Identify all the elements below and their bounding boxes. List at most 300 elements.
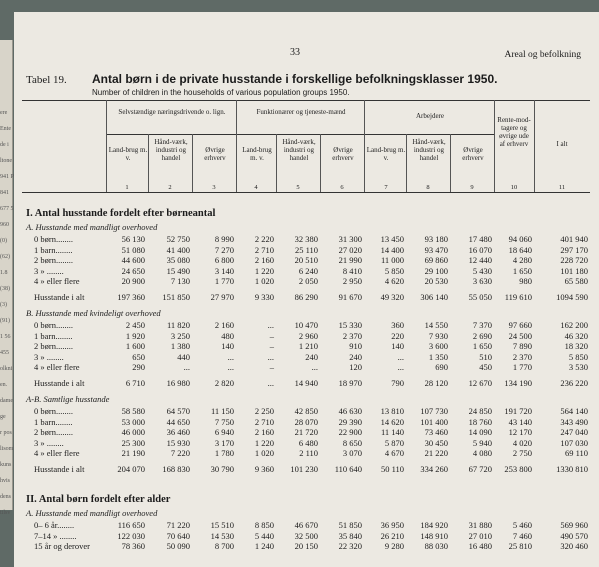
table-cell: 140: [221, 341, 234, 352]
table-cell: 2 750: [512, 448, 532, 459]
table-cell: 88 030: [424, 541, 448, 552]
table-cell: ...: [267, 378, 274, 388]
table-cell: 134 190: [504, 378, 532, 388]
table-cell: 360: [391, 320, 404, 330]
table-cell: ...: [183, 362, 190, 373]
table-cell: 12 170: [508, 427, 532, 438]
table-cell: 15 490: [166, 265, 190, 276]
table-cell: ...: [267, 320, 274, 330]
row-label: 3 » ........: [34, 437, 64, 448]
table-cell: 51 850: [338, 520, 362, 530]
table-cell: 7 460: [512, 530, 532, 541]
row-label: 4 » eller flere: [34, 448, 80, 459]
table-cell: 7 130: [170, 276, 190, 287]
table-row: [14, 448, 599, 459]
table-cell: 46 630: [338, 406, 362, 416]
table-cell: 1 220: [254, 437, 274, 448]
table-cell: 27 010: [468, 530, 492, 541]
table-cell: –: [269, 362, 274, 373]
table-cell: 4 080: [472, 448, 492, 459]
facing-page-fragment: en.: [0, 382, 8, 388]
table-cell: 343 490: [560, 416, 588, 427]
table-cell: 78 360: [121, 541, 145, 552]
table-cell: 50 110: [380, 464, 404, 474]
row-label: 15 år og derover: [34, 541, 90, 552]
table-row: [14, 320, 599, 331]
column-number: 3: [212, 184, 216, 191]
table-row: [14, 266, 599, 277]
table-cell: 110 640: [334, 464, 362, 474]
table-cell: 4 020: [512, 437, 532, 448]
header-oevrige: Øvrige erhverv: [204, 146, 226, 162]
table-cell: 320 460: [560, 541, 588, 552]
table-cell: 21 990: [338, 255, 362, 266]
row-label: 1 barn........: [34, 330, 73, 341]
table-cell: 21 190: [121, 448, 145, 459]
table-cell: 36 460: [166, 427, 190, 438]
facing-page-fragment: 941 P: [0, 174, 14, 180]
row-label: 0– 6 år........: [34, 520, 75, 530]
col-divider: [534, 100, 535, 192]
row-label: 1 barn........: [34, 416, 73, 427]
table-cell: 20 150: [294, 541, 318, 552]
row-label: 0 børn........: [34, 320, 73, 330]
table-cell: 9 360: [254, 464, 274, 474]
table-cell: 93 470: [424, 244, 448, 255]
table-cell: 297 170: [560, 244, 588, 255]
facing-page-fragment: 960: [0, 222, 9, 228]
header-landbrug: Land-brug m. v.: [108, 146, 148, 162]
table-cell: 8 990: [214, 234, 234, 244]
table-cell: 32 380: [294, 234, 318, 244]
table-cell: 14 400: [380, 244, 404, 255]
table-cell: 7 220: [170, 448, 190, 459]
table-cell: 101 230: [290, 464, 318, 474]
table-cell: 11 150: [210, 406, 234, 416]
table-cell: 1 220: [254, 265, 274, 276]
row-label: 0 børn........: [34, 406, 73, 416]
table-cell: 44 600: [121, 255, 145, 266]
table-cell: 31 880: [468, 520, 492, 530]
header-i-alt: I alt: [556, 140, 568, 148]
table-cell: 11 820: [166, 320, 190, 330]
total-row: [14, 464, 599, 475]
table-cell: 36 950: [380, 520, 404, 530]
table-cell: 2 370: [342, 330, 362, 341]
table-cell: ...: [397, 351, 404, 362]
table-cell: ...: [227, 351, 234, 362]
table-row: [14, 406, 599, 417]
table-row: [14, 531, 599, 542]
table-row: [14, 255, 599, 266]
row-label: 3 » ........: [34, 265, 64, 276]
row-label: 2 børn........: [34, 427, 73, 438]
column-number: 7: [384, 184, 388, 191]
table-cell: 253 800: [504, 464, 532, 474]
table-cell: 10 470: [294, 320, 318, 330]
table-cell: 24 650: [121, 265, 145, 276]
table-cell: 7 750: [214, 416, 234, 427]
table-cell: 4 670: [384, 448, 404, 459]
table-cell: 41 400: [166, 244, 190, 255]
header-selvstaendige: Selvstændige næringsdrivende o. lign.: [118, 108, 226, 116]
table-cell: 5 460: [512, 520, 532, 530]
table-cell: 3 140: [214, 265, 234, 276]
table-cell: 1 380: [170, 341, 190, 352]
row-label: Husstande i alt: [34, 292, 85, 302]
facing-page-fragment: ltone: [0, 158, 12, 164]
table-cell: 9 330: [254, 292, 274, 302]
table-cell: 119 610: [504, 292, 532, 302]
table-cell: 162 200: [560, 320, 588, 330]
facing-page-fragment: (38): [0, 286, 10, 292]
column-number: 2: [168, 184, 172, 191]
col-divider: [450, 134, 451, 192]
table-cell: 4 280: [512, 255, 532, 266]
table-cell: 1 650: [472, 341, 492, 352]
table-cell: 35 080: [166, 255, 190, 266]
table-cell: 55 050: [468, 292, 492, 302]
table-cell: 1 210: [298, 341, 318, 352]
col-divider: [236, 100, 237, 192]
facing-page-fragment: kuns: [0, 462, 12, 468]
facing-page-fragment: (3): [0, 302, 7, 308]
table-cell: 6 710: [125, 378, 145, 388]
page-number: 33: [290, 47, 300, 58]
table-cell: 2 960: [298, 330, 318, 341]
table-cell: 46 320: [564, 330, 588, 341]
column-number: 8: [426, 184, 430, 191]
table-cell: 22 320: [338, 541, 362, 552]
table-cell: 1 240: [254, 541, 274, 552]
total-row: [14, 378, 599, 389]
table-cell: 204 070: [117, 464, 145, 474]
table-cell: 51 080: [121, 244, 145, 255]
table-cell: 11 140: [380, 427, 404, 438]
table-cell: 2 690: [472, 330, 492, 341]
table-cell: 2 820: [214, 378, 234, 388]
table-cell: 49 320: [380, 292, 404, 302]
table-row: [14, 362, 599, 373]
table-cell: 1 350: [428, 351, 448, 362]
block-title: A. Husstande med mandligt overhoved: [26, 222, 158, 232]
table-row: [14, 541, 599, 552]
total-row: [14, 292, 599, 303]
table-cell: 197 360: [117, 292, 145, 302]
table-cell: 15 930: [166, 437, 190, 448]
table-cell: 2 710: [254, 416, 274, 427]
column-number: 5: [296, 184, 300, 191]
table-cell: 97 660: [508, 320, 532, 330]
facing-page-fragment: Ente: [0, 126, 11, 132]
table-cell: 247 040: [560, 427, 588, 438]
table-cell: 24 500: [508, 330, 532, 341]
table-cell: 28 070: [294, 416, 318, 427]
table-cell: 3 600: [428, 341, 448, 352]
block-title: A. Husstande med mandligt overhoved: [26, 508, 158, 518]
header-top-rule: [22, 100, 590, 101]
table-cell: 116 650: [117, 520, 145, 530]
table-cell: 56 130: [121, 234, 145, 244]
table-cell: 2 160: [254, 255, 274, 266]
table-cell: 2 050: [298, 276, 318, 287]
table-cell: 168 830: [162, 464, 190, 474]
table-cell: 8 410: [342, 265, 362, 276]
table-cell: 52 750: [166, 234, 190, 244]
section-title: I. Antal husstande fordelt efter børneantal: [26, 208, 216, 219]
table-cell: 8 700: [214, 541, 234, 552]
table-row: [14, 234, 599, 245]
table-cell: 91 670: [338, 292, 362, 302]
col-divider: [106, 100, 107, 192]
table-cell: 1 600: [125, 341, 145, 352]
table-row: [14, 245, 599, 256]
table-cell: 1 650: [512, 265, 532, 276]
table-cell: 15 510: [210, 520, 234, 530]
row-label: Husstande i alt: [34, 464, 85, 474]
table-subtitle: Number of children in the households of various population groups 1950.: [92, 88, 350, 97]
table-cell: 25 110: [294, 244, 318, 255]
table-cell: 2 160: [254, 427, 274, 438]
table-cell: 1 020: [254, 448, 274, 459]
table-cell: 910: [349, 341, 362, 352]
header-oevrige: Øvrige erhverv: [462, 146, 484, 162]
table-cell: 569 960: [560, 520, 588, 530]
table-cell: 2 950: [342, 276, 362, 287]
row-label: Husstande i alt: [34, 378, 85, 388]
table-cell: 240: [305, 351, 318, 362]
header-landbrug: Land-brug m. v.: [242, 146, 272, 162]
row-label: 4 » eller flere: [34, 362, 80, 373]
table-cell: 32 500: [294, 530, 318, 541]
table-row: [14, 520, 599, 531]
table-cell: 1330 810: [556, 464, 588, 474]
table-cell: 2 250: [254, 406, 274, 416]
table-cell: 334 260: [420, 464, 448, 474]
header-arbejdere: Arbejdere: [416, 112, 444, 120]
table-cell: 58 580: [121, 406, 145, 416]
table-cell: 3 170: [214, 437, 234, 448]
table-cell: 107 730: [420, 406, 448, 416]
table-cell: 46 000: [121, 427, 145, 438]
table-cell: 650: [132, 351, 145, 362]
table-cell: 2 160: [214, 320, 234, 330]
table-cell: 14 550: [424, 320, 448, 330]
table-cell: 3 070: [342, 448, 362, 459]
facing-page-fragment: olkni: [0, 366, 13, 372]
facing-page-fragment: dame: [0, 398, 13, 404]
header-bottom-rule: [22, 192, 590, 193]
table-cell: 25 810: [508, 541, 532, 552]
table-cell: 1094 590: [556, 292, 588, 302]
table-cell: 236 220: [560, 378, 588, 388]
table-cell: 93 180: [424, 234, 448, 244]
table-row: [14, 331, 599, 342]
table-cell: 490 570: [560, 530, 588, 541]
table-cell: 16 070: [468, 244, 492, 255]
table-cell: 191 720: [504, 406, 532, 416]
table-cell: 6 800: [214, 255, 234, 266]
table-cell: 29 390: [338, 416, 362, 427]
table-cell: 151 850: [162, 292, 190, 302]
table-row: [14, 438, 599, 449]
table-cell: 12 440: [468, 255, 492, 266]
header-group-rule: [106, 134, 494, 135]
table-cell: 30 790: [210, 464, 234, 474]
table-cell: 3 630: [472, 276, 492, 287]
table-cell: 28 120: [424, 378, 448, 388]
table-cell: 510: [479, 351, 492, 362]
row-label: 1 barn........: [34, 244, 73, 255]
table-cell: 1 020: [254, 276, 274, 287]
table-cell: 7 270: [214, 244, 234, 255]
column-number: 11: [558, 184, 566, 191]
table-row: [14, 427, 599, 438]
table-cell: 18 640: [508, 244, 532, 255]
table-cell: 26 210: [380, 530, 404, 541]
table-cell: 11 000: [380, 255, 404, 266]
table-cell: 18 970: [338, 378, 362, 388]
table-cell: 107 030: [560, 437, 588, 448]
table-cell: 101 180: [560, 265, 588, 276]
section-title: II. Antal børn fordelt efter alder: [26, 494, 171, 505]
table-row: [14, 341, 599, 352]
table-cell: 1 780: [214, 448, 234, 459]
table-cell: 22 900: [338, 427, 362, 438]
table-cell: 7 890: [512, 341, 532, 352]
table-cell: 64 570: [166, 406, 190, 416]
header-oevrige: Øvrige erhverv: [332, 146, 354, 162]
column-number: 1: [125, 184, 129, 191]
table-cell: –: [269, 330, 274, 341]
table-cell: 14 530: [210, 530, 234, 541]
table-cell: 18 320: [564, 341, 588, 352]
table-cell: 401 940: [560, 234, 588, 244]
block-title: B. Husstande med kvindeligt overhoved: [26, 308, 161, 318]
table-cell: 69 110: [564, 448, 588, 459]
table-cell: 43 140: [508, 416, 532, 427]
table-title: Antal børn i de private husstande i forskellige befolkningsklasser 1950.: [92, 72, 498, 86]
table-cell: 18 760: [468, 416, 492, 427]
table-cell: 2 110: [299, 448, 318, 459]
facing-page-fragment: hvis: [0, 478, 11, 484]
table-cell: 16 480: [468, 541, 492, 552]
table-cell: 20 510: [294, 255, 318, 266]
col-divider: [364, 100, 365, 192]
table-cell: 122 030: [117, 530, 145, 541]
table-cell: 148 910: [420, 530, 448, 541]
table-cell: 27 970: [210, 292, 234, 302]
table-label: Tabel 19.: [26, 74, 67, 86]
col-divider: [406, 134, 407, 192]
table-cell: 5 850: [568, 351, 588, 362]
table-cell: 564 140: [560, 406, 588, 416]
facing-page-edge: [0, 40, 14, 516]
table-cell: 1 770: [214, 276, 234, 287]
facing-page-fragment: de i: [0, 142, 9, 148]
table-cell: 69 860: [424, 255, 448, 266]
table-cell: 306 140: [420, 292, 448, 302]
column-number: 6: [340, 184, 344, 191]
column-number: 9: [470, 184, 474, 191]
row-label: 4 » eller flere: [34, 276, 80, 287]
table-cell: 5 850: [384, 265, 404, 276]
facing-page-fragment: ge: [0, 414, 6, 420]
table-cell: 29 100: [424, 265, 448, 276]
table-cell: 2 450: [125, 320, 145, 330]
table-cell: 20 530: [424, 276, 448, 287]
table-cell: 65 580: [564, 276, 588, 287]
facing-page-fragment: tilsv: [0, 510, 11, 516]
table-cell: 120: [349, 362, 362, 373]
facing-page-fragment: 841: [0, 190, 9, 196]
header-funktionaerer: Funktionærer og tjeneste-mænd: [256, 108, 346, 116]
table-cell: 20 900: [121, 276, 145, 287]
table-cell: 101 400: [420, 416, 448, 427]
table-cell: 16 980: [166, 378, 190, 388]
table-cell: 9 280: [384, 541, 404, 552]
header-haandvaerk: Hånd-værk, industri og handel: [154, 138, 188, 162]
header-rentemodtagere: Rente-mod-tagere og øvrige ude af erhverv: [497, 116, 531, 148]
table-cell: 13 450: [380, 234, 404, 244]
header-haandvaerk: Hånd-værk, industri og handel: [412, 138, 446, 162]
col-divider: [276, 134, 277, 192]
col-divider: [494, 100, 495, 192]
table-cell: 42 850: [294, 406, 318, 416]
table-cell: 1 920: [125, 330, 145, 341]
running-head: Areal og befolkning: [504, 50, 581, 60]
table-cell: 7 930: [428, 330, 448, 341]
table-cell: 3 530: [568, 362, 588, 373]
row-label: 3 » ........: [34, 351, 64, 362]
table-cell: 220: [391, 330, 404, 341]
table-cell: 8 850: [254, 520, 274, 530]
table-cell: 86 290: [294, 292, 318, 302]
facing-page-fragment: (0): [0, 238, 7, 244]
table-cell: 440: [177, 351, 190, 362]
table-cell: 5 940: [472, 437, 492, 448]
facing-page-fragment: lisom: [0, 446, 14, 452]
facing-page-fragment: 677 5: [0, 206, 14, 212]
table-cell: 980: [519, 276, 532, 287]
table-cell: 290: [132, 362, 145, 373]
table-cell: 14 090: [468, 427, 492, 438]
col-divider: [320, 134, 321, 192]
table-cell: ...: [267, 351, 274, 362]
facing-page-fragment: 1 56: [0, 334, 11, 340]
table-cell: 44 650: [166, 416, 190, 427]
table-cell: 14 940: [294, 378, 318, 388]
table-cell: 27 020: [338, 244, 362, 255]
table-cell: 21 220: [424, 448, 448, 459]
table-cell: 50 090: [166, 541, 190, 552]
column-number: 4: [254, 184, 258, 191]
table-cell: 3 250: [170, 330, 190, 341]
table-cell: 228 720: [560, 255, 588, 266]
table-cell: 31 300: [338, 234, 362, 244]
table-cell: 94 060: [508, 234, 532, 244]
table-cell: 71 220: [166, 520, 190, 530]
table-cell: 5 870: [384, 437, 404, 448]
header-landbrug: Land-brug m. v.: [366, 146, 406, 162]
table-cell: ...: [311, 362, 318, 373]
facing-page-fragment: ere: [0, 110, 8, 116]
table-cell: 140: [391, 341, 404, 352]
row-label: 7–14 » ........: [34, 530, 77, 541]
table-cell: 70 640: [166, 530, 190, 541]
facing-page-fragment: (91): [0, 318, 10, 324]
table-cell: 2 710: [254, 244, 274, 255]
